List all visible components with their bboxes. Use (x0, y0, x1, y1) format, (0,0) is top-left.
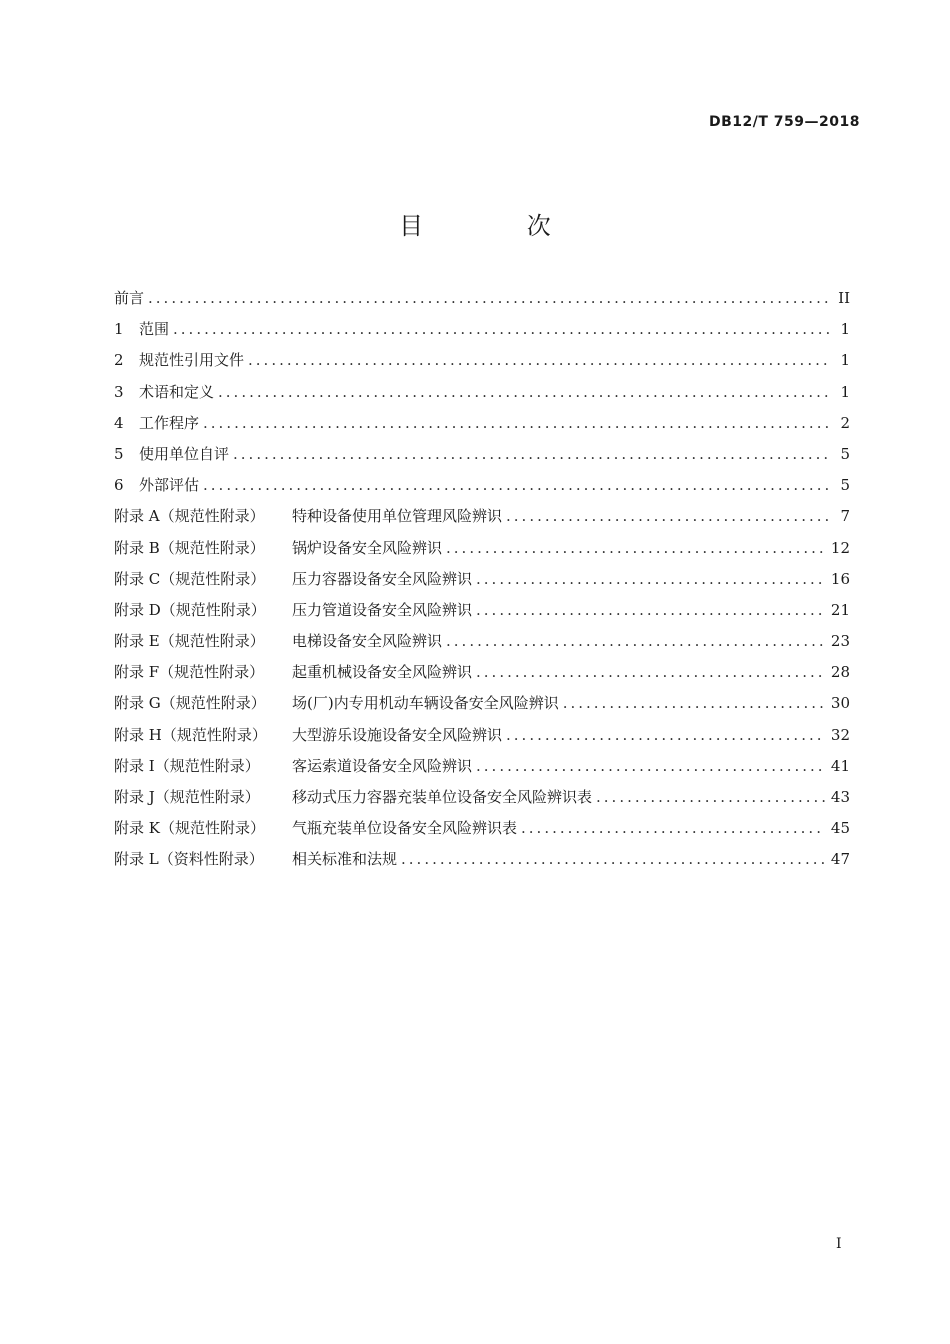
toc-entry[interactable] (114, 348, 850, 379)
toc-appendix-label: 附录 K（规范性附录） (114, 819, 265, 838)
toc-entry-title: 压力容器设备安全风险辨识 (292, 569, 473, 588)
toc-appendix-entry[interactable] (114, 723, 850, 754)
toc-entry-title: 场(厂)内专用机动车辆设备安全风险辨识 (292, 694, 559, 713)
toc-leader-dots (203, 411, 830, 435)
toc-entry[interactable] (114, 442, 850, 473)
toc-appendix-entry[interactable] (114, 754, 850, 785)
toc-entry-title: 外部评估 (139, 476, 200, 495)
toc-entry-title: 大型游乐设施设备安全风险辨识 (292, 725, 503, 744)
toc-entry[interactable] (114, 380, 850, 411)
toc-entry-page: 1 (840, 382, 850, 401)
toc-leader-dots (596, 785, 825, 809)
toc-appendix-label: 附录 J（规范性附录） (114, 788, 260, 806)
toc-entry-title: 特种设备使用单位管理风险辨识 (292, 507, 503, 526)
toc-leader-dots (446, 629, 825, 653)
toc-entry-page: 30 (830, 694, 850, 713)
toc-entry-page: 32 (830, 725, 850, 744)
toc-leader-dots (173, 317, 830, 341)
toc-leader-dots (563, 691, 825, 715)
toc-appendix-label: 附录 D（规范性附录） (114, 600, 266, 619)
toc-entry-title: 使用单位自评 (139, 444, 230, 463)
toc-leader-dots (476, 598, 825, 622)
page-title: 目 次 (399, 212, 599, 240)
toc-appendix-label: 附录 A（规范性附录） (114, 507, 265, 526)
toc-entry-page: 45 (830, 819, 850, 838)
toc-entry-title: 规范性引用文件 (139, 351, 245, 370)
toc-leader-dots (203, 473, 830, 497)
toc-leader-dots (446, 536, 825, 560)
toc-entry-title: 起重机械设备安全风险辨识 (292, 663, 473, 682)
toc-entry-number: 2 (114, 351, 124, 370)
toc-entry-number: 3 (114, 382, 124, 401)
toc-leader-dots (476, 660, 825, 684)
page-number: I (836, 1236, 842, 1252)
toc-entry-page: 23 (830, 632, 850, 651)
toc-appendix-entry[interactable] (114, 847, 850, 878)
toc-entry[interactable] (114, 286, 850, 317)
toc-entry-page: 41 (830, 756, 850, 775)
toc-leader-dots (218, 380, 830, 404)
toc-entry-page: 7 (840, 507, 850, 526)
toc-leader-dots (233, 442, 830, 466)
toc-leader-dots (248, 348, 830, 372)
toc-appendix-label: 附录 C（规范性附录） (114, 569, 266, 588)
toc-entry-title: 工作程序 (139, 413, 200, 432)
toc-entry[interactable] (114, 411, 850, 442)
toc-entry-page: 2 (840, 413, 850, 432)
toc-leader-dots (521, 816, 825, 840)
toc-entry-page: 43 (830, 788, 850, 806)
toc-entry-title: 移动式压力容器充装单位设备安全风险辨识表 (292, 788, 593, 806)
toc-entry-title: 锅炉设备安全风险辨识 (292, 538, 443, 557)
toc-entry-page: 5 (840, 444, 850, 463)
toc-entry-title: 前言 (114, 289, 145, 307)
toc-appendix-entry[interactable] (114, 598, 850, 629)
toc-leader-dots (401, 847, 825, 871)
toc-appendix-label: 附录 E（规范性附录） (114, 632, 265, 651)
toc-appendix-label: 附录 H（规范性附录） (114, 725, 267, 744)
toc-entry-title: 范围 (139, 320, 170, 339)
toc-appendix-entry[interactable] (114, 785, 850, 816)
toc-entry-title: 客运索道设备安全风险辨识 (292, 756, 473, 775)
toc-appendix-entry[interactable] (114, 660, 850, 691)
toc-appendix-label: 附录 G（规范性附录） (114, 694, 266, 713)
toc-leader-dots (506, 723, 825, 747)
toc-appendix-entry[interactable] (114, 567, 850, 598)
document-code: DB12/T 759—2018 (709, 114, 860, 130)
toc-appendix-label: 附录 L（资料性附录） (114, 850, 264, 869)
toc-entry-page: 21 (830, 600, 850, 619)
toc-appendix-entry[interactable] (114, 536, 850, 567)
toc-entry-number: 4 (114, 413, 124, 432)
toc-entry-page: 16 (830, 569, 850, 588)
toc-entry-page: 1 (840, 351, 850, 370)
toc-entry[interactable] (114, 317, 850, 348)
toc-appendix-entry[interactable] (114, 504, 850, 535)
toc-entry-page: 12 (830, 538, 850, 557)
toc-entry-number: 5 (114, 444, 124, 463)
toc-entry-page: 28 (830, 663, 850, 682)
toc-entry-number: 1 (114, 320, 124, 339)
toc-leader-dots (476, 567, 825, 591)
toc-entry-title: 术语和定义 (139, 382, 215, 401)
toc-entry-number: 6 (114, 476, 124, 495)
table-of-contents (114, 286, 850, 879)
toc-appendix-entry[interactable] (114, 629, 850, 660)
toc-entry-page: II (838, 289, 850, 307)
toc-entry-page: 5 (840, 476, 850, 495)
toc-appendix-label: 附录 B（规范性附录） (114, 538, 265, 557)
toc-leader-dots (476, 754, 825, 778)
toc-leader-dots (148, 286, 830, 310)
toc-entry-title: 压力管道设备安全风险辨识 (292, 600, 473, 619)
toc-leader-dots (506, 504, 830, 528)
toc-entry-title: 电梯设备安全风险辨识 (292, 632, 443, 651)
toc-entry-page: 47 (830, 850, 850, 869)
toc-appendix-label: 附录 F（规范性附录） (114, 663, 265, 682)
toc-appendix-entry[interactable] (114, 691, 850, 722)
toc-appendix-entry[interactable] (114, 816, 850, 847)
toc-entry[interactable] (114, 473, 850, 504)
toc-entry-page: 1 (840, 320, 850, 339)
toc-appendix-label: 附录 I（规范性附录） (114, 756, 260, 775)
toc-entry-title: 相关标准和法规 (292, 850, 398, 869)
toc-entry-title: 气瓶充装单位设备安全风险辨识表 (292, 819, 518, 838)
